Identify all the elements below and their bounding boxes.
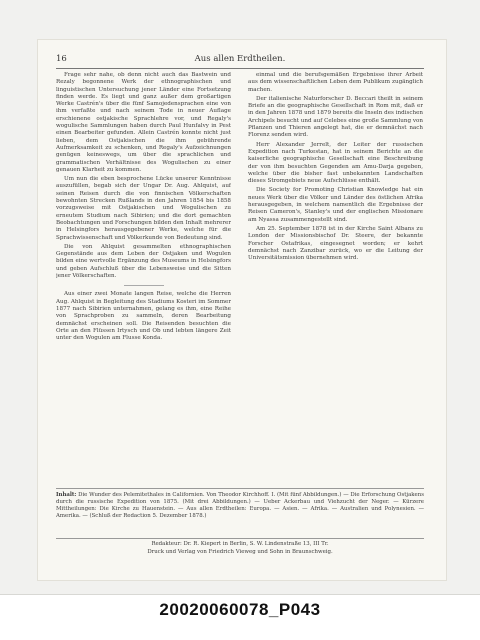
- header-rule: [56, 68, 424, 69]
- section-divider: [124, 285, 164, 286]
- imprint: [56, 538, 424, 563]
- paragraph: Die Society for Promoting Christian Knowledge hat ein neues Werk über die Völker und Länder des östlichen Afrika herausgegeben, in welchem namentlich die Ergebnisse der Reisen Cameron's, Stanley's und der englischen Missionare am Nyassa zusammengestellt sind.: [248, 187, 423, 223]
- paragraph: Herr Alexander Jerrelt, der Leiter der russischen Expedition nach Turkestan, hat in seinem Berichte an die kaiserliche geographische Gesellschaft eine Beschreibung der von ihm besuchten Gegenden am Amu-Darja gegeben, welche über die bisher fast unbekannten Landschaften dieses Stromgebiets neue Aufschlüsse enthält.: [248, 141, 423, 185]
- page-number: 16: [56, 54, 67, 64]
- paragraph: Aus einer zwei Monate langen Reise, welche die Herren Aug. Ahlquist in Begleitung des Stadiums Kosteri im Sommer 1877 nach Sibirien unternahmen, gelang es ihm, eine Reihe von Sprachproben zu sammeln, deren Bearbeitung demnächst erscheinen soll. Die Reisenden besuchten die Orte an den Flüssen Irtysch und Ob und lebten längere Zeit unter den Wogulen am Flusse Konda.: [56, 291, 231, 342]
- paragraph: einmal und die berufsgemäßen Ergebnisse ihrer Arbeit aus dem wissenschaftlichen Leben dem Publikum zugänglich machen.: [248, 72, 423, 93]
- left-text-column: [56, 72, 231, 484]
- catalog-code: 20020060078_P043: [159, 600, 321, 619]
- page-heading: Aus allen Erdtheilen.: [194, 54, 286, 64]
- paragraph: Um nun die eben besprochene Lücke unserer Kenntnisse auszufüllen, begab sich der Ungar Dr. Aug. Ahlquist, auf seinen Reisen durch die von finnischen Völkerschaften bewohnten Strecken Rußlands in den Jahren 1854 bis 1858 vorzugsweise mit Ostjakischen und Wogulischen zu erneutem Studium nach Sibirien; und die dort gemachten Beobachtungen und Forschungen bilden den Inhalt mehrerer in Helsingfors herausgegebener Werke, welche für die Sprachwissenschaft und Völkerkunde von Bedeutung sind.: [56, 176, 231, 241]
- publisher-line: Druck und Verlag von Friedrich Vieweg und Sohn in Braunschweig.: [147, 548, 333, 555]
- paragraph: Der italienische Naturforscher D. Beccari theilt in seinem Briefe an die geographische Gesellschaft in Rom mit, daß er in den Jahren 1878 und 1879 bereits die Inseln des indischen Archipels besucht und auf Celebes eine große Sammlung von Pflanzen und Thieren angelegt hat, die er demnächst nach Florenz senden wird.: [248, 95, 423, 139]
- running-header: [56, 54, 424, 68]
- paragraph: Frage sehr nahe, ob denn nicht auch das Bastwein und Rezaly begonnene Werk der ethnographischen und linguistischen Untersuchung jener Länder eine Fortsetzung finden werde. Es liegt und ganz außer dem großartigen Werke Castrén's über die fünf Samojedensprachen eine von ihm verfaßte und nach seinem Tode in neuer Auflage erschienene ostjakische Sprachlehre vor, und Regaly's wogulische Sammlungen haben durch Paul Hunfalvy in Pest einen Bearbeiter gefunden. Allein Castrén konnte nicht just lieben, dem Ostjakischen die ihm gebührende Aufmerksamkeit zu schenken, und Regaly's Aufzeichnungen genügen keineswegs, um über die sprachlichen und grammatischen Verhältnisse des Wogulischen zu einer genauen Klarheit zu kommen.: [56, 72, 231, 173]
- contents-text: Die Wunder des Pelemitethales in Californien. Von Theodor Kirchhoff. I. (Mit fünf Abbildungen.) — Die Erforschung Ostjakens durch die russische Expedition von 1875. (Mit drei Abbildungen.) — Ueber Ackerbau und Viehzucht der Neger. — Kürzere Mittheilungen: Die Kirche zu Hauenstein. — Aus allen Erdtheilen: Europa. — Asien. — Afrika. — Australien und Polynesien. — Amerika. — (Schluß der Redaction 5. Dezember 1878.): [56, 492, 424, 519]
- editor-line: Redakteur: Dr. R. Kiepert in Berlin, S. W. Lindenstraße 13, III Tr.: [151, 541, 329, 547]
- contents-block: [56, 488, 424, 534]
- contents-label: Inhalt:: [56, 492, 77, 498]
- paragraph: Am 25. September 1878 ist in der Kirche Saint Albans zu London der Missionsbischof Dr. Steere, der bekannte Forscher Ostafrikas, eingesegnet worden; er kehrt demnächst nach Zanzibar zurück, wo er die Leitung der Universitätsmission übernehmen wird.: [248, 225, 423, 262]
- paragraph: Die von Ahlquist gesammelten ethnographischen Gegenstände aus dem Leben der Ostjaken und Wogulen bilden eine wertvolle Ergänzung des Museums in Helsingfors und geben Aufschluß über die Lebensweise und die Sitten jener Völkerschaften.: [56, 243, 231, 280]
- right-text-column: [248, 72, 423, 484]
